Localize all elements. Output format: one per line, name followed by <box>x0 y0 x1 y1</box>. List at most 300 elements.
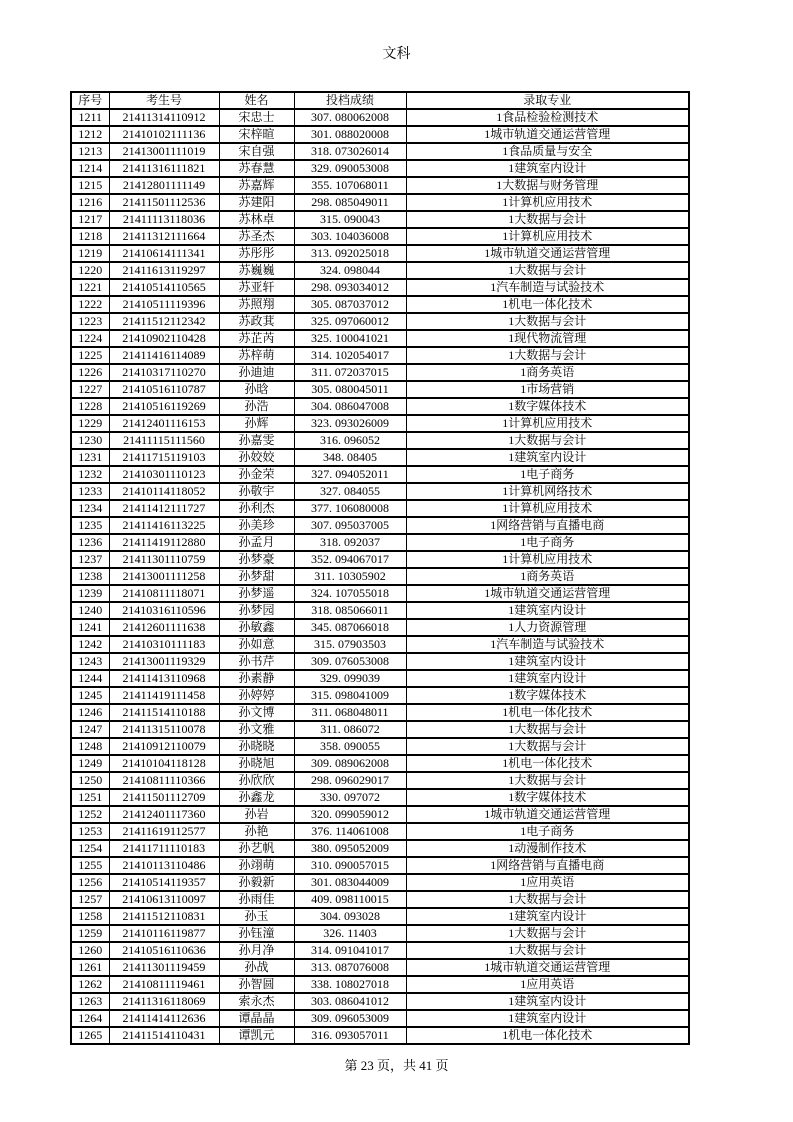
table-row <box>71 262 689 279</box>
cell-score: 311. 072037015 <box>294 364 406 381</box>
cell-name: 孙晗 <box>219 381 294 398</box>
cell-candidate-no: 21413001119329 <box>109 653 219 670</box>
table-row <box>71 704 689 721</box>
cell-score: 303. 104036008 <box>294 228 406 245</box>
cell-major: 1电子商务 <box>406 823 689 840</box>
cell-major: 1食品质量与安全 <box>406 143 689 160</box>
table-row <box>71 959 689 976</box>
cell-major: 1大数据与会计 <box>406 313 689 330</box>
table-row <box>71 908 689 925</box>
cell-name: 苏政萁 <box>219 313 294 330</box>
table-row <box>71 381 689 398</box>
table-row <box>71 449 689 466</box>
cell-candidate-no: 21410104118128 <box>109 755 219 772</box>
cell-score: 320. 099059012 <box>294 806 406 823</box>
cell-candidate-no: 21411414112636 <box>109 1010 219 1027</box>
cell-index: 1246 <box>71 704 109 721</box>
cell-name: 孙利杰 <box>219 500 294 517</box>
cell-index: 1216 <box>71 194 109 211</box>
cell-name: 孙智圆 <box>219 976 294 993</box>
cell-score: 311. 10305902 <box>294 568 406 585</box>
cell-candidate-no: 21411315110078 <box>109 721 219 738</box>
cell-candidate-no: 21411512112342 <box>109 313 219 330</box>
cell-major: 1计算机应用技术 <box>406 500 689 517</box>
cell-index: 1214 <box>71 160 109 177</box>
cell-score: 298. 085049011 <box>294 194 406 211</box>
cell-candidate-no: 21410516110636 <box>109 942 219 959</box>
cell-index: 1225 <box>71 347 109 364</box>
cell-score: 310. 090057015 <box>294 857 406 874</box>
cell-candidate-no: 21412601111638 <box>109 619 219 636</box>
cell-score: 311. 086072 <box>294 721 406 738</box>
cell-name: 宋梓暄 <box>219 126 294 143</box>
cell-score: 348. 08405 <box>294 449 406 466</box>
page-title: 文科 <box>382 47 411 62</box>
table-row <box>71 942 689 959</box>
table-row <box>71 772 689 789</box>
cell-index: 1253 <box>71 823 109 840</box>
cell-candidate-no: 21413001111019 <box>109 143 219 160</box>
cell-name: 孙敬宇 <box>219 483 294 500</box>
cell-name: 孙梦遥 <box>219 585 294 602</box>
cell-score: 305. 080045011 <box>294 381 406 398</box>
cell-candidate-no: 21410514110565 <box>109 279 219 296</box>
cell-name: 孙雨佳 <box>219 891 294 908</box>
cell-score: 324. 098044 <box>294 262 406 279</box>
cell-index: 1234 <box>71 500 109 517</box>
cell-index: 1257 <box>71 891 109 908</box>
cell-index: 1238 <box>71 568 109 585</box>
cell-name: 孙玉 <box>219 908 294 925</box>
cell-name: 孙梦豪 <box>219 551 294 568</box>
cell-name: 孙敏鑫 <box>219 619 294 636</box>
cell-index: 1215 <box>71 177 109 194</box>
column-header-score: 投档成绩 <box>294 92 406 109</box>
cell-major: 1现代物流管理 <box>406 330 689 347</box>
cell-score: 380. 095052009 <box>294 840 406 857</box>
cell-score: 314. 091041017 <box>294 942 406 959</box>
cell-candidate-no: 21411314110912 <box>109 109 219 126</box>
cell-major: 1商务英语 <box>406 364 689 381</box>
cell-major: 1电子商务 <box>406 534 689 551</box>
cell-score: 409. 098110015 <box>294 891 406 908</box>
table-row <box>71 721 689 738</box>
cell-name: 苏彤彤 <box>219 245 294 262</box>
cell-candidate-no: 21411115111560 <box>109 432 219 449</box>
cell-candidate-no: 21411501112536 <box>109 194 219 211</box>
cell-candidate-no: 21410114118052 <box>109 483 219 500</box>
cell-candidate-no: 21410116119877 <box>109 925 219 942</box>
cell-index: 1237 <box>71 551 109 568</box>
table-row <box>71 415 689 432</box>
cell-score: 326. 11403 <box>294 925 406 942</box>
cell-major: 1汽车制造与试验技术 <box>406 636 689 653</box>
cell-score: 315. 07903503 <box>294 636 406 653</box>
cell-name: 孙欣欣 <box>219 772 294 789</box>
cell-candidate-no: 21410317110270 <box>109 364 219 381</box>
cell-candidate-no: 21411514110188 <box>109 704 219 721</box>
cell-name: 孙浩 <box>219 398 294 415</box>
cell-index: 1228 <box>71 398 109 415</box>
cell-major: 1建筑室内设计 <box>406 653 689 670</box>
table-row <box>71 755 689 772</box>
cell-major: 1大数据与会计 <box>406 738 689 755</box>
cell-index: 1260 <box>71 942 109 959</box>
cell-major: 1网络营销与直播电商 <box>406 517 689 534</box>
cell-major: 1机电一体化技术 <box>406 704 689 721</box>
cell-major: 1网络营销与直播电商 <box>406 857 689 874</box>
cell-name: 苏林卓 <box>219 211 294 228</box>
cell-index: 1245 <box>71 687 109 704</box>
table-row <box>71 670 689 687</box>
table-row <box>71 228 689 245</box>
table-header <box>71 92 689 109</box>
cell-name: 孙文博 <box>219 704 294 721</box>
cell-score: 303. 086041012 <box>294 993 406 1010</box>
cell-candidate-no: 21412401117360 <box>109 806 219 823</box>
table-row <box>71 840 689 857</box>
table-row <box>71 313 689 330</box>
cell-index: 1239 <box>71 585 109 602</box>
cell-major: 1城市轨道交通运营管理 <box>406 126 689 143</box>
cell-index: 1212 <box>71 126 109 143</box>
cell-major: 1大数据与会计 <box>406 347 689 364</box>
cell-index: 1242 <box>71 636 109 653</box>
cell-major: 1大数据与会计 <box>406 942 689 959</box>
table-header-row <box>71 92 689 109</box>
cell-major: 1城市轨道交通运营管理 <box>406 245 689 262</box>
cell-score: 304. 093028 <box>294 908 406 925</box>
cell-candidate-no: 21411419112880 <box>109 534 219 551</box>
cell-candidate-no: 21412401116153 <box>109 415 219 432</box>
cell-major: 1建筑室内设计 <box>406 908 689 925</box>
cell-name: 孙如意 <box>219 636 294 653</box>
cell-major: 1机电一体化技术 <box>406 296 689 313</box>
cell-major: 1数字媒体技术 <box>406 789 689 806</box>
cell-index: 1261 <box>71 959 109 976</box>
cell-major: 1大数据与会计 <box>406 211 689 228</box>
results-table <box>70 91 690 1045</box>
cell-index: 1218 <box>71 228 109 245</box>
cell-candidate-no: 21411619112577 <box>109 823 219 840</box>
cell-candidate-no: 21411514110431 <box>109 1027 219 1044</box>
cell-index: 1236 <box>71 534 109 551</box>
cell-major: 1建筑室内设计 <box>406 993 689 1010</box>
cell-candidate-no: 21410516119269 <box>109 398 219 415</box>
table-row <box>71 857 689 874</box>
cell-score: 329. 090053008 <box>294 160 406 177</box>
table-row <box>71 483 689 500</box>
table-row <box>71 993 689 1010</box>
cell-name: 孙婷婷 <box>219 687 294 704</box>
cell-score: 376. 114061008 <box>294 823 406 840</box>
table-row <box>71 517 689 534</box>
cell-score: 315. 098041009 <box>294 687 406 704</box>
cell-index: 1247 <box>71 721 109 738</box>
table-row <box>71 874 689 891</box>
cell-index: 1231 <box>71 449 109 466</box>
table-row <box>71 976 689 993</box>
cell-score: 330. 097072 <box>294 789 406 806</box>
cell-name: 孙梦园 <box>219 602 294 619</box>
cell-candidate-no: 21410316110596 <box>109 602 219 619</box>
cell-index: 1249 <box>71 755 109 772</box>
cell-major: 1应用英语 <box>406 874 689 891</box>
cell-name: 孙艳 <box>219 823 294 840</box>
table-row <box>71 279 689 296</box>
cell-name: 苏嘉辉 <box>219 177 294 194</box>
cell-score: 352. 094067017 <box>294 551 406 568</box>
cell-major: 1大数据与财务管理 <box>406 177 689 194</box>
cell-index: 1262 <box>71 976 109 993</box>
cell-name: 谭凯元 <box>219 1027 294 1044</box>
cell-score: 316. 096052 <box>294 432 406 449</box>
cell-major: 1市场营销 <box>406 381 689 398</box>
cell-index: 1220 <box>71 262 109 279</box>
cell-index: 1264 <box>71 1010 109 1027</box>
table-row <box>71 585 689 602</box>
cell-major: 1机电一体化技术 <box>406 755 689 772</box>
table-row <box>71 806 689 823</box>
table-row <box>71 891 689 908</box>
cell-major: 1计算机应用技术 <box>406 228 689 245</box>
cell-name: 孙孟月 <box>219 534 294 551</box>
table-row <box>71 143 689 160</box>
table-row <box>71 653 689 670</box>
cell-score: 307. 095037005 <box>294 517 406 534</box>
cell-major: 1大数据与会计 <box>406 432 689 449</box>
cell-name: 孙嘉雯 <box>219 432 294 449</box>
cell-candidate-no: 21413001111258 <box>109 568 219 585</box>
cell-score: 313. 092025018 <box>294 245 406 262</box>
cell-score: 309. 076053008 <box>294 653 406 670</box>
table-body <box>71 109 689 1044</box>
cell-major: 1数字媒体技术 <box>406 398 689 415</box>
cell-index: 1224 <box>71 330 109 347</box>
cell-score: 314. 102054017 <box>294 347 406 364</box>
cell-candidate-no: 21410902110428 <box>109 330 219 347</box>
cell-index: 1219 <box>71 245 109 262</box>
table-row <box>71 687 689 704</box>
cell-name: 孙战 <box>219 959 294 976</box>
cell-name: 宋自强 <box>219 143 294 160</box>
table-row <box>71 296 689 313</box>
table-row <box>71 534 689 551</box>
cell-major: 1建筑室内设计 <box>406 1010 689 1027</box>
cell-index: 1248 <box>71 738 109 755</box>
cell-candidate-no: 21410811119461 <box>109 976 219 993</box>
cell-major: 1建筑室内设计 <box>406 602 689 619</box>
cell-major: 1商务英语 <box>406 568 689 585</box>
cell-index: 1233 <box>71 483 109 500</box>
table-row <box>71 432 689 449</box>
cell-index: 1252 <box>71 806 109 823</box>
cell-index: 1235 <box>71 517 109 534</box>
cell-name: 宋忠士 <box>219 109 294 126</box>
cell-candidate-no: 21410912110079 <box>109 738 219 755</box>
cell-candidate-no: 21411416114089 <box>109 347 219 364</box>
cell-name: 孙月净 <box>219 942 294 959</box>
cell-candidate-no: 21410514119357 <box>109 874 219 891</box>
cell-major: 1应用英语 <box>406 976 689 993</box>
cell-candidate-no: 21410102111136 <box>109 126 219 143</box>
table-row <box>71 636 689 653</box>
table-row <box>71 160 689 177</box>
cell-major: 1汽车制造与试验技术 <box>406 279 689 296</box>
table-row <box>71 789 689 806</box>
cell-major: 1大数据与会计 <box>406 925 689 942</box>
cell-candidate-no: 21411512110831 <box>109 908 219 925</box>
table-row <box>71 398 689 415</box>
cell-name: 孙翊萌 <box>219 857 294 874</box>
cell-score: 377. 106080008 <box>294 500 406 517</box>
cell-candidate-no: 21410301110123 <box>109 466 219 483</box>
cell-major: 1城市轨道交通运营管理 <box>406 959 689 976</box>
cell-score: 318. 092037 <box>294 534 406 551</box>
table-row <box>71 738 689 755</box>
cell-index: 1258 <box>71 908 109 925</box>
cell-score: 323. 093026009 <box>294 415 406 432</box>
table-row <box>71 619 689 636</box>
cell-score: 305. 087037012 <box>294 296 406 313</box>
cell-index: 1255 <box>71 857 109 874</box>
cell-name: 孙鑫龙 <box>219 789 294 806</box>
table-row <box>71 1010 689 1027</box>
cell-name: 孙美珍 <box>219 517 294 534</box>
cell-index: 1226 <box>71 364 109 381</box>
cell-major: 1计算机网络技术 <box>406 483 689 500</box>
cell-major: 1大数据与会计 <box>406 891 689 908</box>
cell-index: 1241 <box>71 619 109 636</box>
cell-major: 1计算机应用技术 <box>406 415 689 432</box>
cell-score: 325. 100041021 <box>294 330 406 347</box>
cell-major: 1建筑室内设计 <box>406 160 689 177</box>
page-footer: 第 23 页，共 41 页 <box>344 1058 449 1073</box>
cell-score: 313. 087076008 <box>294 959 406 976</box>
cell-name: 孙文雅 <box>219 721 294 738</box>
table-row <box>71 194 689 211</box>
cell-major: 1人力资源管理 <box>406 619 689 636</box>
table-row <box>71 823 689 840</box>
cell-index: 1254 <box>71 840 109 857</box>
cell-candidate-no: 21411316118069 <box>109 993 219 1010</box>
cell-name: 苏照翔 <box>219 296 294 313</box>
cell-name: 苏巍巍 <box>219 262 294 279</box>
cell-candidate-no: 21411416113225 <box>109 517 219 534</box>
cell-candidate-no: 21410113110486 <box>109 857 219 874</box>
cell-name: 孙岩 <box>219 806 294 823</box>
cell-candidate-no: 21412801111149 <box>109 177 219 194</box>
cell-name: 苏建阳 <box>219 194 294 211</box>
cell-score: 309. 089062008 <box>294 755 406 772</box>
cell-candidate-no: 21410614111341 <box>109 245 219 262</box>
table-row <box>71 500 689 517</box>
cell-name: 苏芷芮 <box>219 330 294 347</box>
cell-score: 301. 083044009 <box>294 874 406 891</box>
cell-index: 1227 <box>71 381 109 398</box>
cell-name: 孙钰潼 <box>219 925 294 942</box>
cell-candidate-no: 21410310111183 <box>109 636 219 653</box>
column-header-major: 录取专业 <box>406 92 689 109</box>
cell-index: 1251 <box>71 789 109 806</box>
cell-score: 324. 107055018 <box>294 585 406 602</box>
table-row <box>71 466 689 483</box>
cell-major: 1食品检验检测技术 <box>406 109 689 126</box>
cell-index: 1211 <box>71 109 109 126</box>
cell-candidate-no: 21410613110097 <box>109 891 219 908</box>
cell-candidate-no: 21410811118071 <box>109 585 219 602</box>
cell-name: 谭晶晶 <box>219 1010 294 1027</box>
cell-major: 1大数据与会计 <box>406 721 689 738</box>
cell-index: 1259 <box>71 925 109 942</box>
table-row <box>71 126 689 143</box>
table-row <box>71 568 689 585</box>
cell-candidate-no: 21411715119103 <box>109 449 219 466</box>
cell-candidate-no: 21411301119459 <box>109 959 219 976</box>
cell-index: 1213 <box>71 143 109 160</box>
cell-index: 1263 <box>71 993 109 1010</box>
cell-score: 301. 088020008 <box>294 126 406 143</box>
cell-score: 329. 099039 <box>294 670 406 687</box>
cell-index: 1240 <box>71 602 109 619</box>
cell-score: 311. 068048011 <box>294 704 406 721</box>
cell-index: 1256 <box>71 874 109 891</box>
cell-index: 1265 <box>71 1027 109 1044</box>
cell-index: 1250 <box>71 772 109 789</box>
cell-index: 1230 <box>71 432 109 449</box>
cell-index: 1223 <box>71 313 109 330</box>
cell-index: 1221 <box>71 279 109 296</box>
cell-major: 1建筑室内设计 <box>406 449 689 466</box>
table-row <box>71 925 689 942</box>
cell-candidate-no: 21411412111727 <box>109 500 219 517</box>
cell-candidate-no: 21411113118036 <box>109 211 219 228</box>
cell-score: 358. 090055 <box>294 738 406 755</box>
cell-score: 338. 108027018 <box>294 976 406 993</box>
cell-candidate-no: 21411419111458 <box>109 687 219 704</box>
cell-name: 孙书芹 <box>219 653 294 670</box>
table-row <box>71 364 689 381</box>
cell-candidate-no: 21410811110366 <box>109 772 219 789</box>
cell-score: 345. 087066018 <box>294 619 406 636</box>
cell-index: 1222 <box>71 296 109 313</box>
cell-score: 318. 085066011 <box>294 602 406 619</box>
cell-score: 298. 093034012 <box>294 279 406 296</box>
cell-name: 苏春慧 <box>219 160 294 177</box>
cell-major: 1计算机应用技术 <box>406 194 689 211</box>
cell-candidate-no: 21411413110968 <box>109 670 219 687</box>
cell-name: 苏圣杰 <box>219 228 294 245</box>
cell-score: 327. 084055 <box>294 483 406 500</box>
cell-major: 1数字媒体技术 <box>406 687 689 704</box>
cell-candidate-no: 21411312111664 <box>109 228 219 245</box>
cell-major: 1建筑室内设计 <box>406 670 689 687</box>
cell-candidate-no: 21411613119297 <box>109 262 219 279</box>
cell-major: 1大数据与会计 <box>406 772 689 789</box>
cell-candidate-no: 21411711110183 <box>109 840 219 857</box>
cell-score: 325. 097060012 <box>294 313 406 330</box>
cell-score: 309. 096053009 <box>294 1010 406 1027</box>
cell-candidate-no: 21411301110759 <box>109 551 219 568</box>
cell-name: 孙晓晓 <box>219 738 294 755</box>
cell-major: 1城市轨道交通运营管理 <box>406 585 689 602</box>
cell-name: 苏梓萌 <box>219 347 294 364</box>
cell-name: 孙艺帆 <box>219 840 294 857</box>
cell-major: 1城市轨道交通运营管理 <box>406 806 689 823</box>
cell-index: 1243 <box>71 653 109 670</box>
cell-name: 孙毅新 <box>219 874 294 891</box>
cell-score: 355. 107068011 <box>294 177 406 194</box>
